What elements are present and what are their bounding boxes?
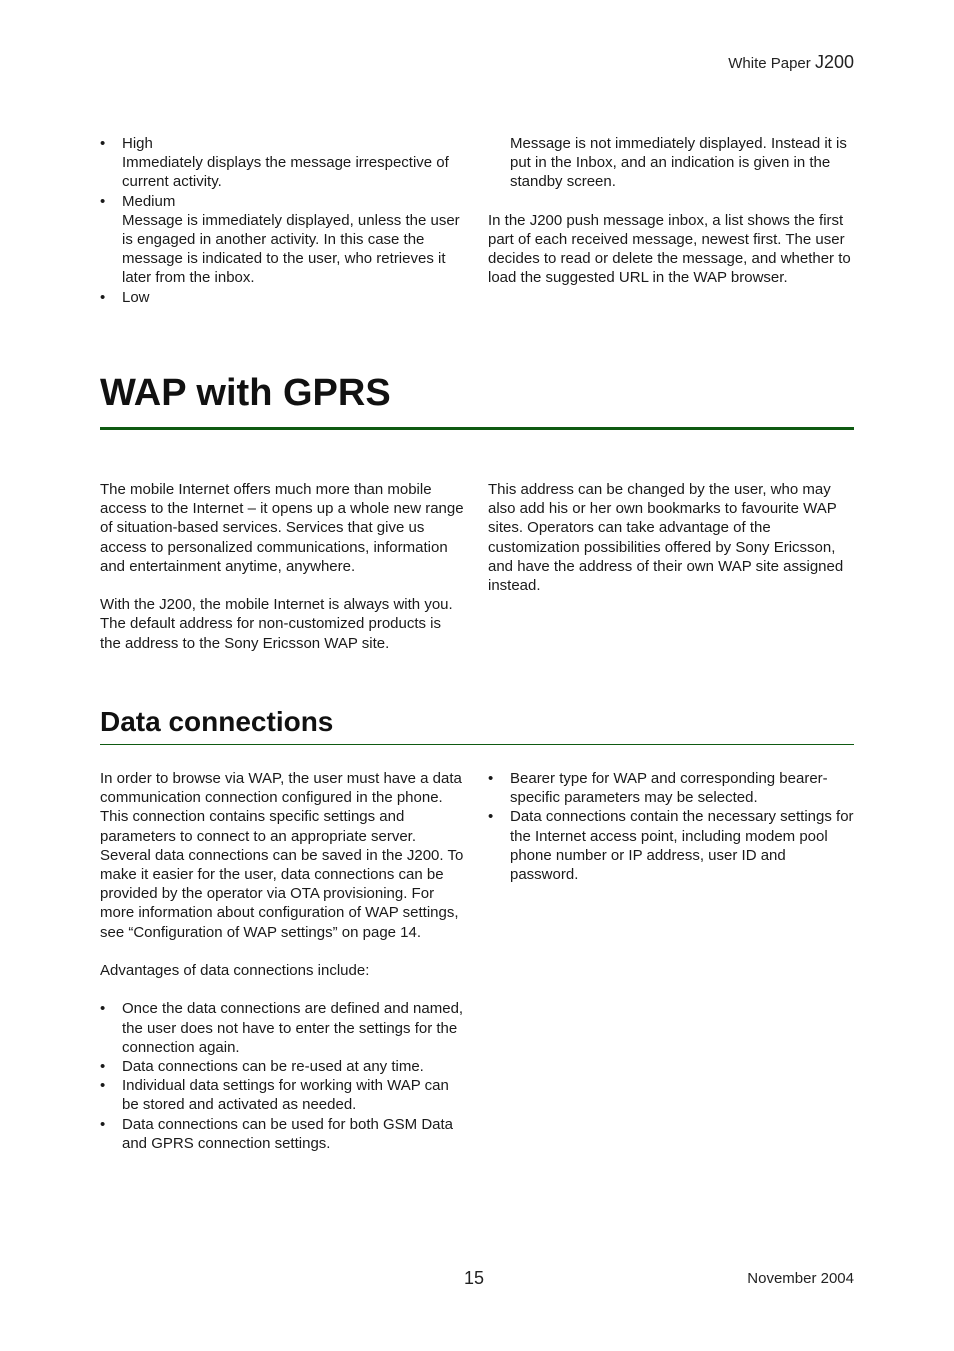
push-inbox-paragraph: In the J200 push message inbox, a list shows the first part of each received message, newest first. The user decides to read or delete the message, and whether to load the suggested URL in the WAP browser. [488,211,851,287]
data-left-column [100,769,466,1153]
priority-title: • Low [122,288,150,306]
footer-date: November 2004 [747,1270,854,1287]
priority-title: • Medium [122,192,176,210]
title-rule [100,427,854,430]
running-header [728,52,854,73]
wap-paragraph: This address can be changed by the user, who may also add his or her own bookmarks to favourite WAP sites. Operators can take advantage of the customization possibilities offered by Sony Ericsson, and have the address of their own WAP site assigned instead. [488,481,844,595]
section-title: WAP with GPRS [100,372,391,414]
priority-desc: Message is immediately displayed, unless the user is engaged in another activity. In this case the message is indicated to the user, who retrieves it later from the inbox. [122,211,460,287]
wap-right-column [488,480,854,614]
priority-list [100,134,466,307]
data-paragraph: In order to browse via WAP, the user must have a data communication connection configured in the phone. This connection contains specific settings and parameters to connect to an appropriate server. Several data connections can be saved in the J200. To make it easier for the user, data connections can be provided by the operator via OTA provisioning. For more information about configuration of WAP settings, see “Configuration of WAP settings” on page 14. [100,770,464,941]
wap-paragraph: The mobile Internet offers much more than mobile access to the Internet – it opens up a whole new range of situation-based services. Services that give us access to personalized communications, information and entertainment anytime, anywhere. [100,481,464,575]
low-priority-desc: Message is not immediately displayed. Instead it is put in the Inbox, and an indication is given in the standby screen. [510,135,847,191]
page-number: 15 [464,1268,485,1288]
list-item [100,134,466,192]
priority-desc: Immediately displays the message irrespective of current activity. [122,154,449,191]
data-right-column [488,769,854,884]
priority-title: • High [122,135,153,152]
wap-paragraph: With the J200, the mobile Internet is always with you. The default address for non-customized products is the address to the Sony Ericsson WAP site. [100,596,453,652]
list-item: • Data connections contain the necessary settings for the Internet access point, including modem pool phone number or IP address, user ID and password. [488,807,854,884]
subsection-rule [100,744,854,745]
header-model: J200 [814,52,854,72]
settings-list [488,769,854,884]
priority-right-column [488,134,854,307]
list-item: • Data connections can be used for both GSM Data and GPRS connection settings. [100,1115,466,1153]
list-item [100,288,466,307]
header-label: White Paper [728,55,811,72]
data-paragraph: Advantages of data connections include: [100,962,370,980]
list-item: • Individual data settings for working with WAP can be stored and activated as needed. [100,1076,466,1114]
subsection-title: Data connections [100,706,334,737]
advantages-list [100,999,466,1153]
list-item [100,192,466,288]
list-item: • Bearer type for WAP and corresponding bearer-specific parameters may be selected. [488,769,854,807]
priority-list-column [100,134,466,307]
list-item: • Data connections can be re-used at any time. [100,1057,466,1076]
list-item: • Once the data connections are defined and named, the user does not have to enter the settings for the connection again. [100,999,466,1057]
wap-left-column [100,480,466,672]
